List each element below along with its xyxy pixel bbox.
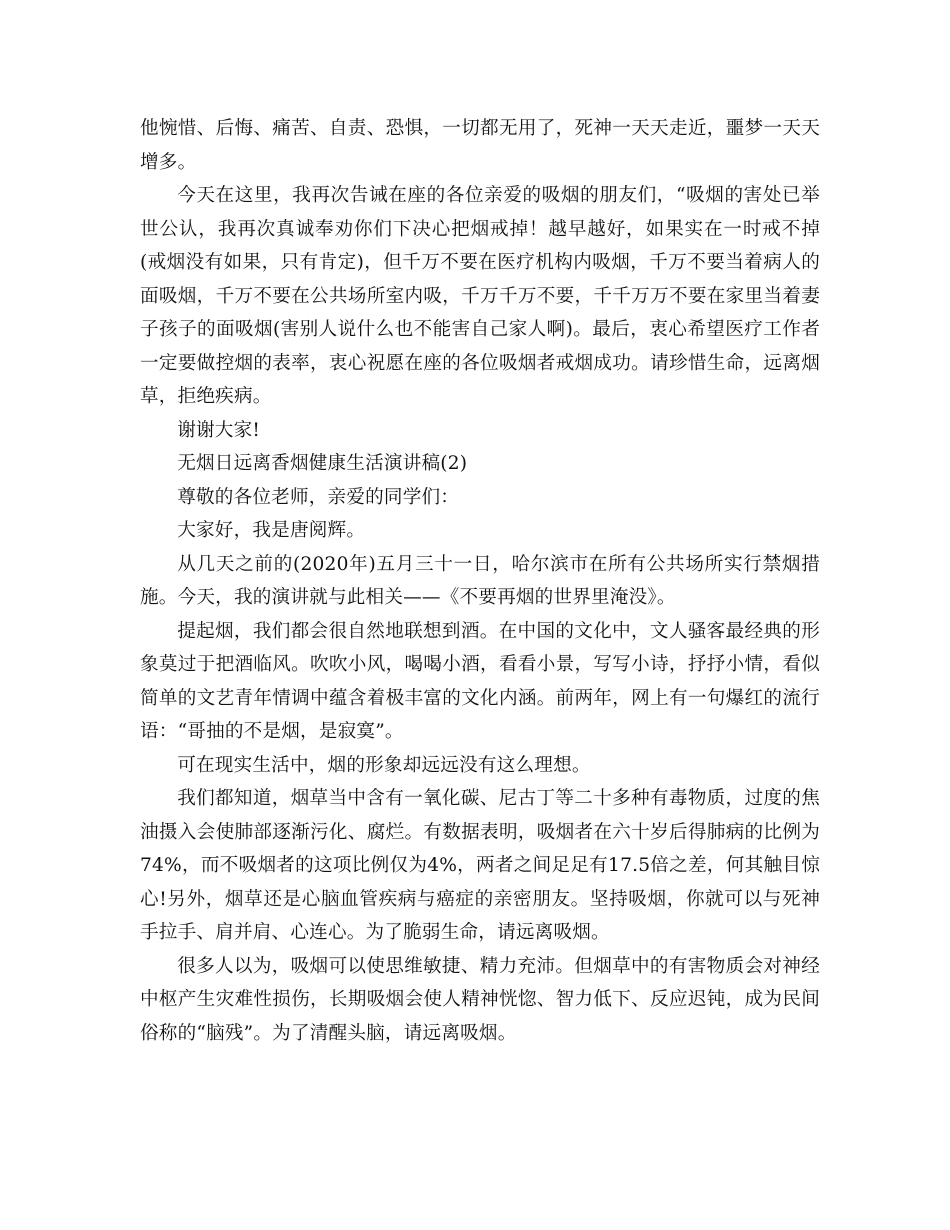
paragraph-8: 提起烟，我们都会很自然地联想到酒。在中国的文化中，文人骚客最经典的形象莫过于把酒临风。吹吹小风，喝喝小酒，看看小景，写写小诗，抒抒小情，看似简单的文艺青年情调中蕴含着极丰富的文化内涵。前两年，网上有一句爆红的流行语：“哥抽的不是烟，是寂寞”。 [140,620,820,742]
greeting: 大家好，我是唐阅辉。 [177,520,366,541]
paragraph-10: 我们都知道，烟草当中含有一氧化碳、尼古丁等二十多种有毒物质，过度的焦油摄入会使肺部逐渐污化、腐烂。有数据表明，吸烟者在六十岁后得肺病的比例为74%，而不吸烟者的这项比例仅为4%，两者之间足足有17.5倍之差，何其触目惊心!另外，烟草还是心脑血管疾病与癌症的亲密朋友。坚持吸烟，你就可以与死神手拉手、肩并肩、心连心。为了脆弱生命，请远离吸烟。 [140,788,820,943]
paragraph-9: 可在现实生活中，烟的形象却远远没有这么理想。 [177,754,591,776]
paragraph-7: 从几天之前的(2020年)五月三十一日，哈尔滨市在所有公共场所实行禁烟措施。今天，我的演讲就与此相关——《不要再烟的世界里淹没》。 [140,553,820,608]
paragraph-11: 很多人以为，吸烟可以使思维敏捷、精力充沛。但烟草中的有害物质会对神经中枢产生灾难性损伤，长期吸烟会使人精神恍惚、智力低下、反应迟钝，成为民间俗称的“脑残”。为了清醒头脑，请远离吸烟。 [140,955,820,1044]
paragraph-2: 今天在这里，我再次告诫在座的各位亲爱的吸烟的朋友们，“吸烟的害处已举世公认，我再次真诚奉劝你们下决心把烟戒掉！越早越好，如果实在一时戒不掉(戒烟没有如果，只有肯定)，但千万不要在医疗机构内吸烟，千万不要当着病人的面吸烟，千万不要在公共场所室内吸，千万千万不要，千千万万不要在家里当着妻子孩子的面吸烟(害别人说什么也不能害自己家人啊)。最后，衷心希望医疗工作者一定要做控烟的表率，衷心祝愿在座的各位吸烟者戒烟成功。请珍惜生命，远离烟草，拒绝疾病。 [140,185,820,407]
section-title: 无烟日远离香烟健康生活演讲稿(2) [177,453,468,474]
paragraph-3: 谢谢大家! [177,419,261,441]
paragraph-1: 他惋惜、后悔、痛苦、自责、恐惧，一切都无用了，死神一天天走近，噩梦一天天增多。 [140,118,820,173]
document-page [140,112,820,1050]
salutation: 尊敬的各位老师，亲爱的同学们： [177,486,460,508]
